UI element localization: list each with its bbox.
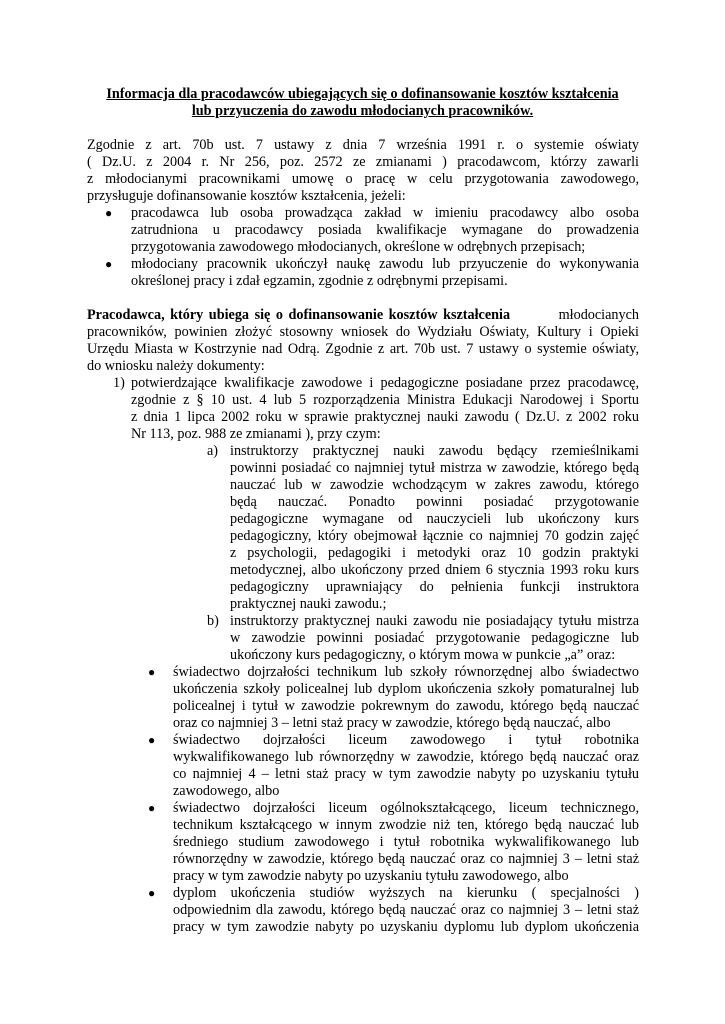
document-title-line-1: Informacja dla pracodawców ubiegających się o dofinansowanie kosztów kształcenia (106, 86, 619, 102)
document-item-line: Nr 113, poz. 988 ze zmianami ), przy czym: (131, 426, 381, 442)
list-item-line: co najmniej 4 – letni staż pracy w tym zawodzie nabyty po uzyskaniu tytułu (173, 766, 639, 782)
bullet-icon: ● (148, 801, 156, 815)
list-item-line: pracodawca lub osoba prowadząca zakład w imieniu pracodawcy albo osoba (131, 205, 639, 221)
list-item-line: przygotowania zawodowego młodocianych, określone w odrębnych przepisach; (131, 239, 586, 255)
document-item-line: potwierdzające kwalifikacje zawodowe i pedagogiczne posiadane przez pracodawcę, (131, 375, 639, 391)
sub-item-line: będą nauczać. Ponadto powinni posiadać przygotowanie (230, 494, 639, 510)
list-item-line: odpowiednim dla zawodu, którego będą nauczać oraz co najmniej 3 – letni staż (173, 902, 639, 918)
application-lead-line (87, 307, 639, 324)
sub-item-line: pedagogiczny uprawniający do pełnienia funkcji instruktora (230, 579, 639, 595)
sub-item-line: pedagogiczne wymagane od nauczycieli lub ukończony kurs (230, 511, 639, 527)
list-item-line: policealnej i tytuł w zawodzie pokrewnym do zawodu, którego będą nauczać (173, 698, 639, 714)
list-item-line: ukończenia szkoły policealnej lub dyplom ukończenia szkoły pomaturalnej lub (173, 681, 639, 697)
bullet-icon: ● (148, 886, 156, 900)
sub-item-marker: a) (207, 443, 219, 459)
list-item-line: równorzędny w zawodzie, którego będą nauczać oraz co najmniej 3 – letni staż (173, 851, 639, 867)
list-item-line: technikum kształcącego w innym zwodzie niż ten, którego będą nauczać lub (173, 817, 639, 833)
document-item-line: zgodnie z § 10 ust. 4 lub 5 rozporządzenia Ministra Edukacji Narodowej i Sportu (131, 392, 639, 408)
application-line: pracowników, powinien złożyć stosowny wniosek do Wydziału Oświaty, Kultury i Opieki (87, 324, 639, 340)
sub-item-line: powinni posiadać co najmniej tytuł mistrza w zawodzie, którego będą (230, 460, 639, 476)
list-item-line: zatrudniona u pracodawcy posiada kwalifikacje wymagane do prowadzenia (131, 222, 639, 238)
intro-line: przysługuje dofinansowanie kosztów kształcenia, jeżeli: (87, 188, 406, 204)
list-item-line: zawodowego, albo (173, 783, 280, 799)
intro-line: z młodocianymi pracownikami umowę o pracę w celu przygotowania zawodowego, (87, 171, 639, 187)
item-number: 1) (113, 375, 125, 391)
sub-item-line: nauczać lub w zawodzie wchodzącym w zakres zawodu, którego (230, 477, 639, 493)
list-item-line: świadectwo dojrzałości liceum zawodowego i tytuł robotnika (173, 732, 639, 748)
bullet-icon: ● (105, 206, 113, 220)
bullet-icon: ● (148, 665, 156, 679)
list-item-line: średniego studium zawodowego i tytuł robotnika wykwalifikowanego lub (173, 834, 639, 850)
sub-item-line: ukończony kurs pedagogiczny, o którym mowa w punkcie „a” oraz: (230, 647, 616, 663)
document-item-line: z dnia 1 lipca 2002 roku w sprawie praktycznej nauki zawodu ( Dz.U. z 2002 roku (131, 409, 639, 425)
list-item-line: pracy w tym zawodzie nabyty po uzyskaniu dyplomu lub dyplom ukończenia (173, 919, 639, 935)
sub-item-line: praktycznej nauki zawodu.; (230, 596, 387, 612)
sub-item-line: metodycznej, albo ukończony przed dniem 6 stycznia 1993 roku kurs (230, 562, 639, 578)
list-item-line: młodociany pracownik ukończył naukę zawodu lub przyuczenie do wykonywania (131, 256, 639, 272)
list-item-line: wykwalifikowanego lub równorzędny w zawodzie, którego będą nauczać oraz (173, 749, 639, 765)
sub-item-marker: b) (207, 613, 219, 629)
list-item-line: świadectwo dojrzałości liceum ogólnokształcącego, liceum technicznego, (173, 800, 639, 816)
list-item-line: pracy w tym zawodzie nabyty po uzyskaniu tytułu zawodowego, albo (173, 868, 569, 884)
application-lead-rest: młodocianych (558, 307, 639, 323)
intro-line: Zgodnie z art. 70b ust. 7 ustawy z dnia 7 września 1991 r. o systemie oświaty (87, 137, 639, 153)
bullet-icon: ● (148, 733, 156, 747)
sub-item-line: pedagogiczny, który obejmował łącznie co najmniej 70 godzin zajęć (230, 528, 639, 544)
bullet-icon: ● (105, 257, 113, 271)
list-item-line: świadectwo dojrzałości technikum lub szkoły równorzędnej albo świadectwo (173, 664, 639, 680)
list-item-line: dyplom ukończenia studiów wyższych na kierunku ( specjalności ) (173, 885, 639, 901)
application-line: Urzędu Miasta w Kostrzynie nad Odrą. Zgodnie z art. 70b ust. 7 ustawy o systemie oświaty, (87, 341, 639, 357)
list-item-line: określonej pracy i zdał egzamin, zgodnie z odrębnymi przepisami. (131, 273, 508, 289)
sub-item-line: instruktorzy praktycznej nauki zawodu nie posiadający tytułu mistrza (230, 613, 639, 629)
sub-item-line: w zawodzie powinni posiadać przygotowanie pedagogiczne lub (230, 630, 639, 646)
intro-line: ( Dz.U. z 2004 r. Nr 256, poz. 2572 ze zmianami ) pracodawcom, którzy zawarli (87, 154, 639, 170)
sub-item-line: z psychologii, pedagogiki i metodyki oraz 10 godzin praktyki (230, 545, 639, 561)
list-item-line: oraz co najmniej 3 – letni staż pracy w zawodzie, którego będą nauczać, albo (173, 715, 611, 731)
application-lead-bold: Pracodawca, który ubiega się o dofinansowanie kosztów kształcenia (87, 307, 511, 323)
application-line: do wniosku należy dokumenty: (87, 358, 265, 374)
sub-item-line: instruktorzy praktycznej nauki zawodu będący rzemieślnikami (230, 443, 639, 459)
document-title-line-2: lub przyuczenia do zawodu młodocianych pracowników. (191, 103, 534, 119)
